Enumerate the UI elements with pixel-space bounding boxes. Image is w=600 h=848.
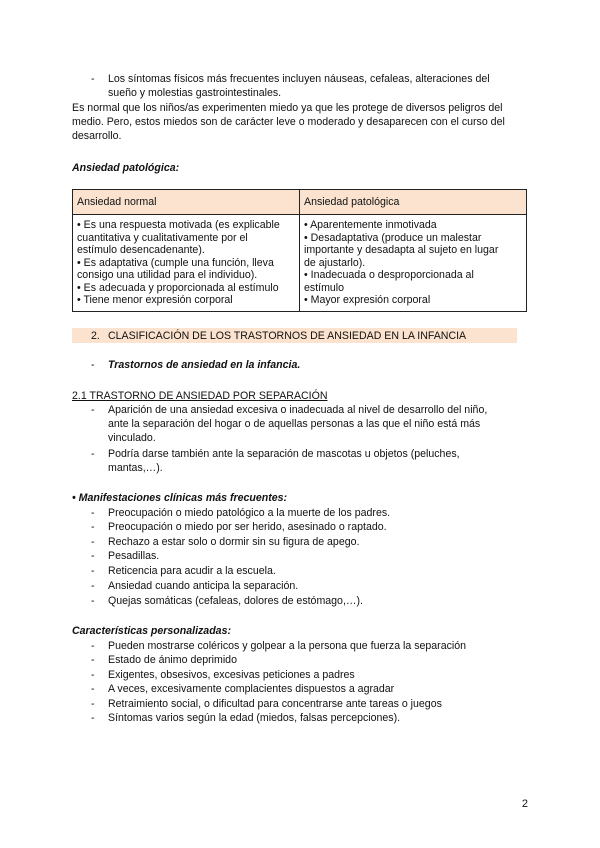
list-item-text: Rechazo a estar solo o dormir sin su figura de apego. xyxy=(108,536,360,548)
cell-line: • Aparentemente inmotivada xyxy=(304,219,437,231)
intro-paragraph xyxy=(72,101,532,143)
list-item-text: A veces, excesivamente complacientes dispuestos a agradar xyxy=(108,683,395,695)
dash-bullet: - xyxy=(91,550,95,562)
dash-bullet: - xyxy=(91,595,95,607)
list-item-text: Ansiedad cuando anticipa la separación. xyxy=(108,580,299,592)
list-item-text: Pesadillas. xyxy=(108,550,160,562)
list-item-text: Estado de ánimo deprimido xyxy=(108,654,237,666)
dash-bullet: - xyxy=(91,507,95,519)
dash-bullet: - xyxy=(91,448,95,460)
section-title: CLASIFICACIÓN DE LOS TRASTORNOS DE ANSIEDAD EN LA INFANCIA xyxy=(108,330,467,342)
cell-line: • Tiene menor expresión corporal xyxy=(77,294,233,306)
cell-line: estímulo xyxy=(304,281,345,294)
dash-bullet: - xyxy=(91,698,95,710)
section-21-title: 2.1 TRASTORNO DE ANSIEDAD POR SEPARACIÓN xyxy=(72,390,328,402)
list-item-text: Quejas somáticas (cefaleas, dolores de estómago,…). xyxy=(108,595,363,607)
cell-line: • Es adaptativa (cumple una función, lleva xyxy=(77,256,274,269)
subheading-trastornos: Trastornos de ansiedad en la infancia. xyxy=(108,359,301,371)
table-row xyxy=(73,215,527,312)
paragraph-line: desarrollo. xyxy=(72,130,122,142)
paragraph-line: medio. Pero, estos miedos son de carácter leve o moderado y desaparecen con el curso del xyxy=(72,116,505,128)
list-item-text: Preocupación o miedo por ser herido, asesinado o raptado. xyxy=(108,521,387,533)
cell-line: • Desadaptativa (produce un malestar xyxy=(304,231,482,244)
dash-bullet: - xyxy=(91,640,95,652)
list-item-text: Aparición de una ansiedad excesiva o inadecuada al nivel de desarrollo del niño, xyxy=(108,404,488,416)
list-item-text: mantas,…). xyxy=(108,462,163,474)
dash-bullet: - xyxy=(91,580,95,592)
list-item-text: Exigentes, obsesivos, excesivas peticiones a padres xyxy=(108,669,355,681)
cell-line: • Mayor expresión corporal xyxy=(304,294,431,306)
table-header-normal: Ansiedad normal xyxy=(73,190,300,215)
cell-line: estímulo desencadenante). xyxy=(77,244,205,256)
dash-bullet: - xyxy=(91,565,95,577)
list-item-text: Preocupación o miedo patológico a la muerte de los padres. xyxy=(108,507,391,519)
cell-line: de ajustarlo). xyxy=(304,256,366,269)
dash-bullet: - xyxy=(91,536,95,548)
list-item-text: Reticencia para acudir a la escuela. xyxy=(108,565,276,577)
cell-line: cuantitativa y cualitativamente por el xyxy=(77,231,248,244)
manifestations-heading: • Manifestaciones clínicas más frecuentes: xyxy=(72,492,288,504)
table-cell-normal xyxy=(73,215,300,312)
cell-line: importante y desadapta al sujeto en lugar xyxy=(304,244,499,256)
table-header-row xyxy=(73,190,527,215)
list-item-text: ante la separación del hogar o de aquellas personas a las que el niño está más xyxy=(108,418,481,430)
cell-line: • Es una respuesta motivada (es explicable xyxy=(77,219,280,231)
comparison-table xyxy=(72,189,527,312)
dash-bullet: - xyxy=(91,521,95,533)
cell-line: • Es adecuada y proporcionada al estímulo xyxy=(77,281,279,294)
list-item-text: Pueden mostrarse coléricos y golpear a la persona que fuerza la separación xyxy=(108,640,467,652)
dash-bullet: - xyxy=(91,712,95,724)
section-2-heading xyxy=(72,328,517,343)
list-item-text: Síntomas varios según la edad (miedos, falsas percepciones). xyxy=(108,712,401,724)
cell-line: consigo una utilidad para el individuo). xyxy=(77,269,258,281)
list-item-text: Retraimiento social, o dificultad para concentrarse ante tareas o juegos xyxy=(108,698,442,710)
paragraph-line: Es normal que los niños/as experimenten miedo ya que les protege de diversos peligros del xyxy=(72,102,503,114)
pathological-heading: Ansiedad patológica: xyxy=(72,162,180,174)
table-header-pathological: Ansiedad patológica xyxy=(300,190,527,215)
cell-line: • Inadecuada o desproporcionada al xyxy=(304,269,474,281)
list-item-text: sueño y molestias gastrointestinales. xyxy=(108,87,282,99)
dash-bullet: - xyxy=(91,404,95,416)
personal-heading: Características personalizadas: xyxy=(72,625,231,637)
dash-bullet: - xyxy=(91,654,95,666)
list-item-text: vinculado. xyxy=(108,432,156,444)
list-item-text: Los síntomas físicos más frecuentes incluyen náuseas, cefaleas, alteraciones del xyxy=(108,73,490,85)
dash-bullet: - xyxy=(91,359,95,371)
section-number: 2. xyxy=(91,330,100,342)
table-cell-pathological xyxy=(300,215,527,312)
dash-bullet: - xyxy=(91,669,95,681)
list-item-text: Podría darse también ante la separación de mascotas u objetos (peluches, xyxy=(108,448,460,460)
dash-bullet: - xyxy=(91,683,95,695)
dash-bullet: - xyxy=(91,73,95,85)
page-number: 2 xyxy=(521,798,528,810)
